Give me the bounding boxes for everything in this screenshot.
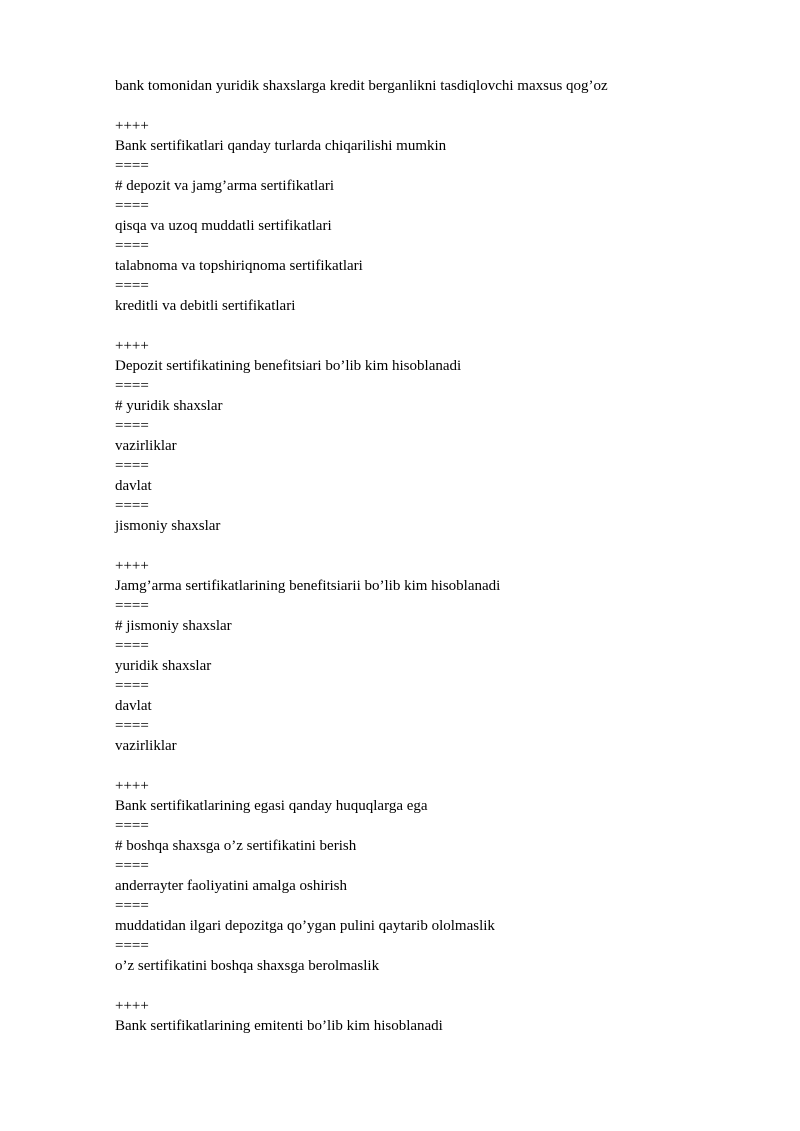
answer-separator: ==== — [115, 278, 149, 294]
question-block — [115, 996, 760, 1036]
answer-separator: ==== — [115, 378, 149, 394]
answer-separator: ==== — [115, 498, 149, 514]
answer-separator: ==== — [115, 678, 149, 694]
block-spacer — [115, 756, 760, 776]
question-marker: ++++ — [115, 558, 149, 574]
answer-separator: ==== — [115, 238, 149, 254]
question-list — [115, 96, 760, 1036]
answer-option: davlat — [115, 478, 152, 494]
intro-line: bank tomonidan yuridik shaxslarga kredit berganlikni tasdiqlovchi maxsus qog’oz — [115, 78, 608, 94]
question-block — [115, 336, 760, 536]
answer-option: muddatidan ilgari depozitga qo’ygan pulini qaytarib ololmaslik — [115, 918, 495, 934]
answer-option: yuridik shaxslar — [115, 658, 212, 674]
question-block — [115, 776, 760, 976]
block-spacer — [115, 976, 760, 996]
answer-separator: ==== — [115, 458, 149, 474]
answer-option: # yuridik shaxslar — [115, 398, 223, 414]
answer-option: # boshqa shaxsga o’z sertifikatini berish — [115, 838, 357, 854]
block-spacer — [115, 96, 760, 116]
answer-separator: ==== — [115, 638, 149, 654]
answer-option: qisqa va uzoq muddatli sertifikatlari — [115, 218, 332, 234]
question-marker: ++++ — [115, 338, 149, 354]
question-marker: ++++ — [115, 778, 149, 794]
answer-option: anderrayter faoliyatini amalga oshirish — [115, 878, 347, 894]
question-text: Jamg’arma sertifikatlarining benefitsiarii bo’lib kim hisoblanadi — [115, 578, 501, 594]
answer-separator: ==== — [115, 198, 149, 214]
question-marker: ++++ — [115, 998, 149, 1014]
answer-separator: ==== — [115, 718, 149, 734]
question-text: Depozit sertifikatining benefitsiari bo’lib kim hisoblanadi — [115, 358, 462, 374]
answer-separator: ==== — [115, 898, 149, 914]
answer-option: vazirliklar — [115, 738, 177, 754]
document-page — [115, 76, 760, 1036]
question-text: Bank sertifikatlarining egasi qanday huquqlarga ega — [115, 798, 428, 814]
answer-option: jismoniy shaxslar — [115, 518, 221, 534]
answer-option: o’z sertifikatini boshqa shaxsga berolmaslik — [115, 958, 380, 974]
question-block — [115, 556, 760, 756]
block-spacer — [115, 536, 760, 556]
answer-option: davlat — [115, 698, 152, 714]
answer-option: # depozit va jamg’arma sertifikatlari — [115, 178, 335, 194]
answer-separator: ==== — [115, 818, 149, 834]
answer-separator: ==== — [115, 858, 149, 874]
question-text: Bank sertifikatlarining emitenti bo’lib kim hisoblanadi — [115, 1018, 443, 1034]
answer-separator: ==== — [115, 418, 149, 434]
answer-option: kreditli va debitli sertifikatlari — [115, 298, 296, 314]
block-spacer — [115, 316, 760, 336]
answer-separator: ==== — [115, 598, 149, 614]
answer-option: vazirliklar — [115, 438, 177, 454]
answer-option: # jismoniy shaxslar — [115, 618, 232, 634]
answer-option: talabnoma va topshiriqnoma sertifikatlari — [115, 258, 363, 274]
answer-separator: ==== — [115, 938, 149, 954]
question-text: Bank sertifikatlari qanday turlarda chiqarilishi mumkin — [115, 138, 447, 154]
answer-separator: ==== — [115, 158, 149, 174]
question-marker: ++++ — [115, 118, 149, 134]
question-block — [115, 116, 760, 316]
